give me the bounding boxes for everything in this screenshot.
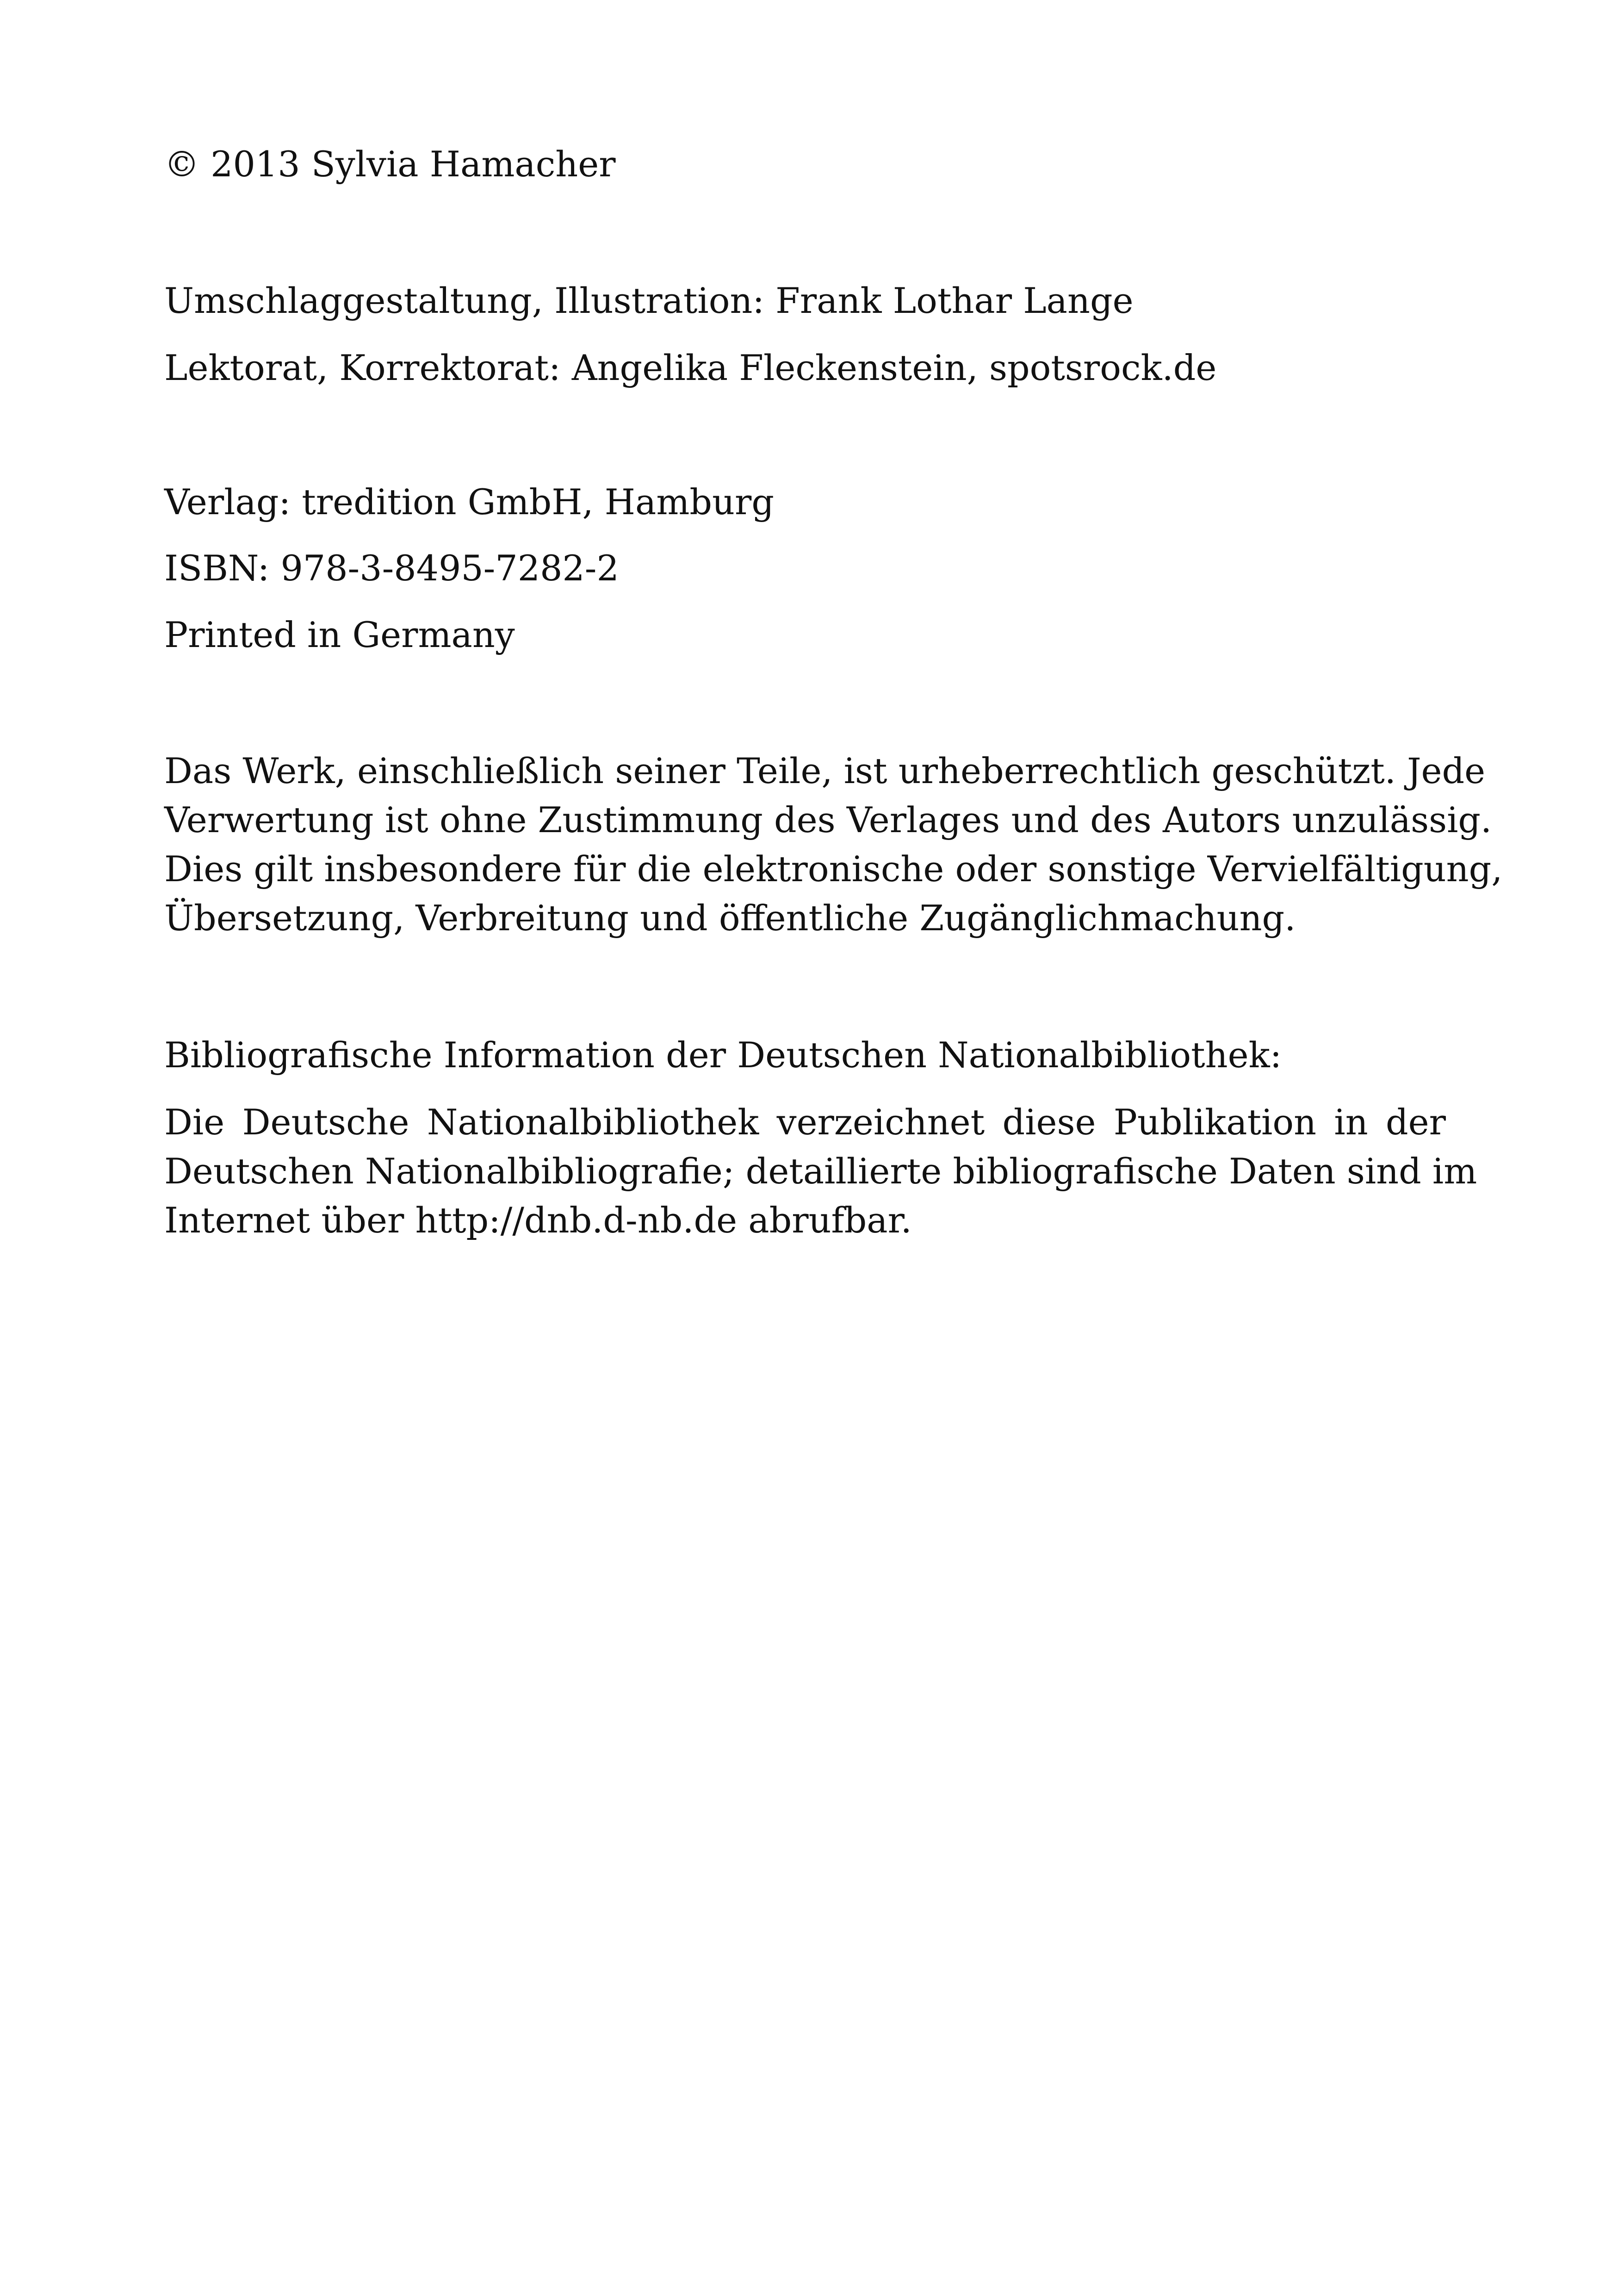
editing-credit: Lektorat, Korrektorat: Angelika Fleckenstein, spotsrock.de <box>164 347 1217 388</box>
bibliographic-line: Die Deutsche Nationalbibliothek verzeichnet diese Publikation in der <box>164 1101 1446 1143</box>
rights-notice-line: Verwertung ist ohne Zustimmung des Verlages und des Autors unzulässig. <box>164 799 1492 840</box>
publisher-line: Verlag: tredition GmbH, Hamburg <box>164 481 775 523</box>
rights-notice-line: Dies gilt insbesondere für die elektronische oder sonstige Vervielfältigung, <box>164 848 1503 890</box>
rights-notice-paragraph <box>164 747 1503 943</box>
bibliographic-line: Deutschen Nationalbibliografie; detaillierte bibliografische Daten sind im <box>164 1151 1477 1192</box>
bibliographic-line: Internet über http://dnb.d-nb.de abrufbar. <box>164 1200 912 1241</box>
isbn-line: ISBN: 978-3-8495-7282-2 <box>164 548 619 589</box>
copyright-line: © 2013 Sylvia Hamacher <box>164 143 616 185</box>
rights-notice-line: Das Werk, einschließlich seiner Teile, ist urheberrechtlich geschützt. Jede <box>164 750 1486 791</box>
rights-notice-line: Übersetzung, Verbreitung und öffentliche Zugänglichmachung. <box>164 897 1296 939</box>
printed-in-line: Printed in Germany <box>164 614 515 655</box>
bibliographic-paragraph <box>164 1098 1477 1245</box>
bibliographic-heading: Bibliografische Information der Deutschen Nationalbibliothek: <box>164 1034 1282 1076</box>
cover-credit: Umschlaggestaltung, Illustration: Frank Lothar Lange <box>164 280 1134 321</box>
